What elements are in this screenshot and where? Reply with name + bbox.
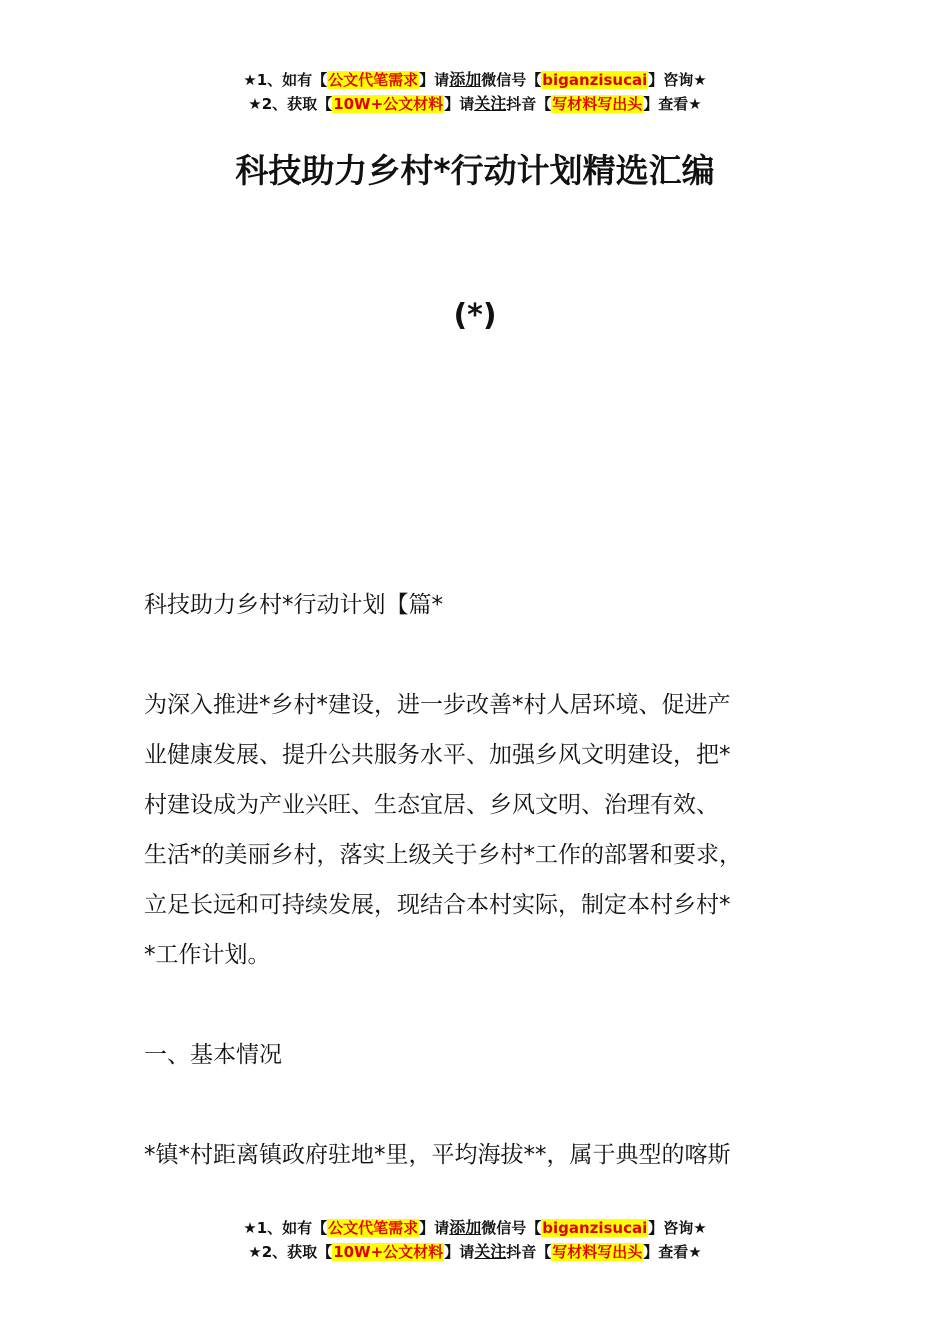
banner-line-1: [0, 1216, 950, 1240]
highlight-douyin-id: 写材料写出头: [552, 1243, 643, 1261]
banner-text: 】查看★: [643, 95, 702, 113]
highlight-wechat-id: biganzisucai: [542, 71, 648, 89]
banner-text: 】请: [419, 1219, 450, 1237]
highlight-douyin-id: 写材料写出头: [552, 95, 643, 113]
highlight-ghostwriting: 公文代笔需求: [328, 1219, 419, 1237]
highlight-materials: 10W+公文材料: [333, 95, 444, 113]
banner-text: 微信号【: [481, 71, 542, 89]
paragraph-line: *镇*村距离镇政府驻地*里，平均海拔**，属于典型的喀斯: [144, 1142, 731, 1168]
underlined-add: 添加: [449, 1218, 482, 1237]
banner-text: 微信号【: [481, 1219, 542, 1237]
banner-line-2: [0, 92, 950, 116]
underlined-add: 添加: [449, 70, 482, 89]
heading-basic-situation: 一、基本情况: [144, 1042, 282, 1068]
banner-text: 】请: [419, 71, 450, 89]
section-heading: 科技助力乡村*行动计划【篇*: [144, 592, 443, 618]
banner-text: 】咨询★: [648, 71, 707, 89]
paragraph-line: 立足长远和可持续发展，现结合本村实际，制定本村乡村*: [144, 892, 731, 918]
paragraph-line: *工作计划。: [144, 942, 271, 968]
underlined-follow: 关注: [474, 94, 507, 113]
document-title: 科技助力乡村*行动计划精选汇编: [235, 151, 715, 190]
banner-text: ★1、如有【: [243, 71, 328, 89]
banner-text: 抖音【: [506, 95, 552, 113]
banner-text: ★2、获取【: [248, 1243, 333, 1261]
highlight-wechat-id: biganzisucai: [542, 1219, 648, 1237]
banner-text: 】查看★: [643, 1243, 702, 1261]
banner-text: 】请: [444, 95, 475, 113]
footer-banner: [0, 1216, 950, 1264]
basic-situation-paragraph: [144, 1130, 824, 1180]
highlight-ghostwriting: 公文代笔需求: [328, 71, 419, 89]
banner-text: ★1、如有【: [243, 1219, 328, 1237]
highlight-materials: 10W+公文材料: [333, 1243, 444, 1261]
underlined-follow: 关注: [474, 1242, 507, 1261]
paragraph-line: 为深入推进*乡村*建设，进一步改善*村人居环境、促进产: [144, 692, 731, 718]
paragraph-line: 村建设成为产业兴旺、生态宜居、乡风文明、治理有效、: [144, 792, 719, 818]
document-body: [144, 580, 824, 1230]
intro-paragraph: [144, 680, 824, 980]
header-banner: [0, 68, 950, 116]
paragraph-line: 业健康发展、提升公共服务水平、加强乡风文明建设，把*: [144, 742, 731, 768]
banner-text: 】咨询★: [648, 1219, 707, 1237]
document-subtitle: (*): [453, 298, 497, 333]
paragraph-line: 生活*的美丽乡村，落实上级关于乡村*工作的部署和要求，: [144, 842, 742, 868]
banner-text: 】请: [444, 1243, 475, 1261]
banner-line-1: [0, 68, 950, 92]
banner-text: ★2、获取【: [248, 95, 333, 113]
banner-line-2: [0, 1240, 950, 1264]
banner-text: 抖音【: [506, 1243, 552, 1261]
